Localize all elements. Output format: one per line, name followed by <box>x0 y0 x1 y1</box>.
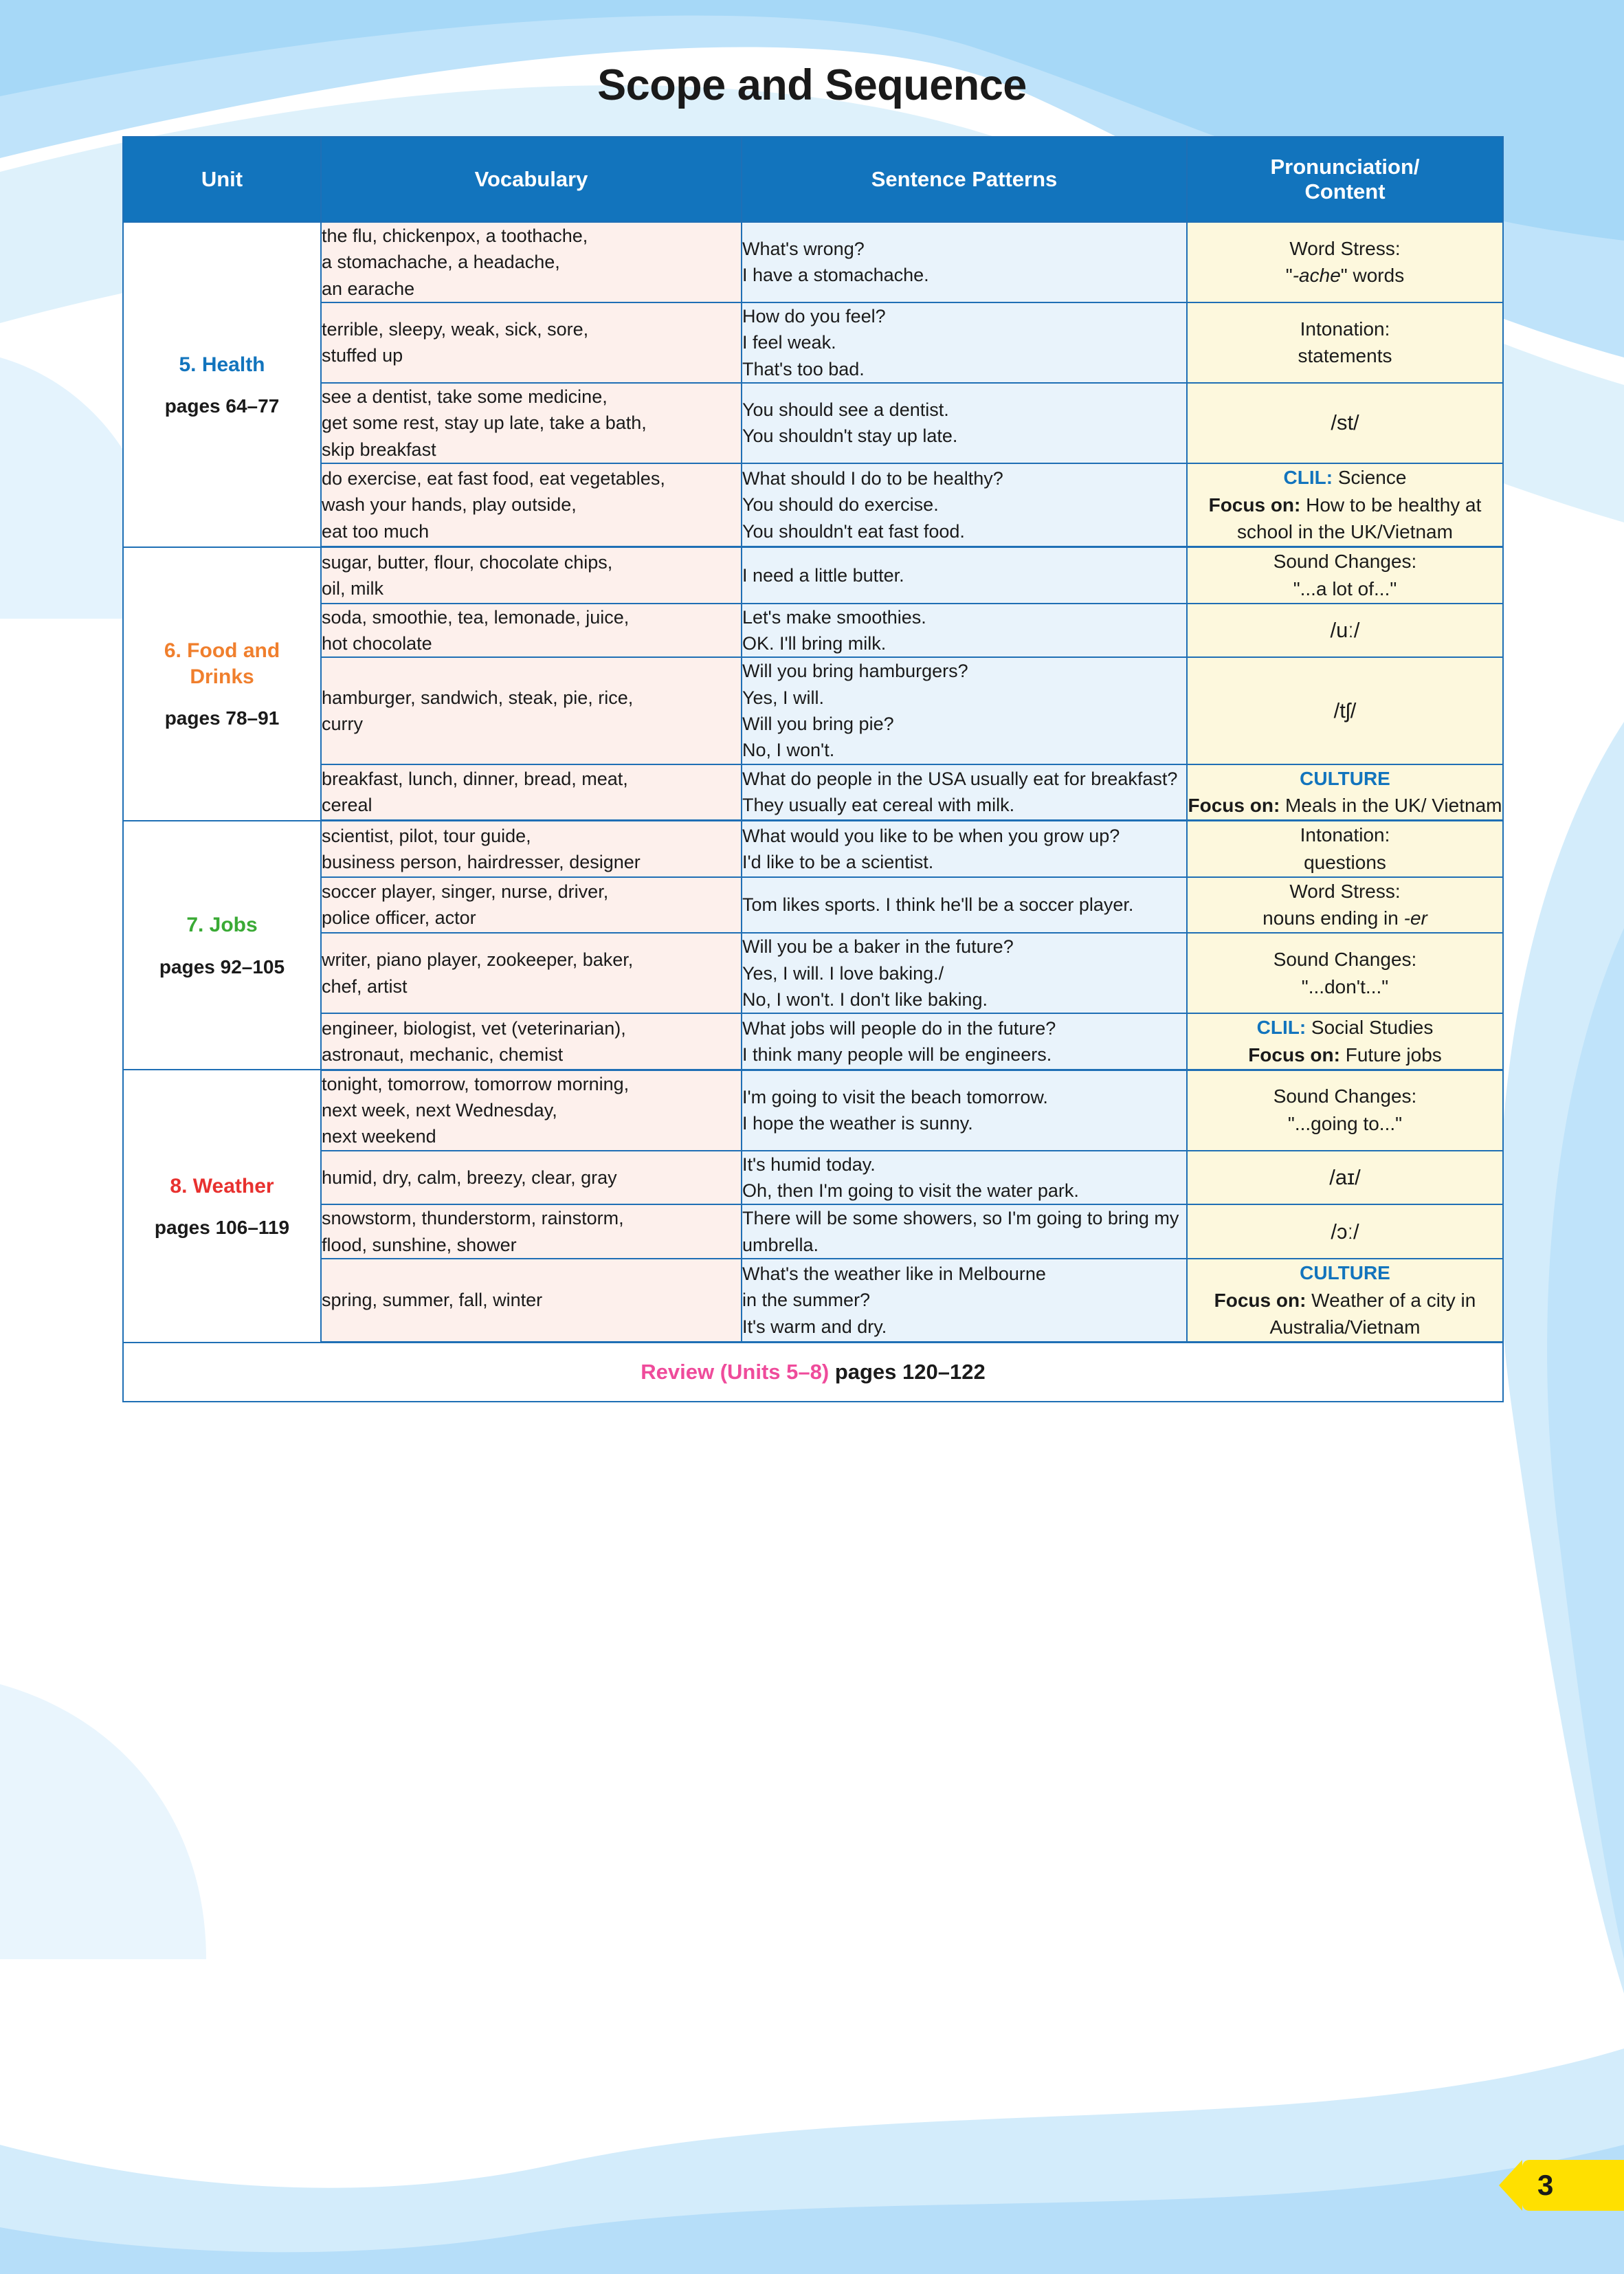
pronunciation-line-2: "-ache" words <box>1285 265 1405 287</box>
vocabulary-cell: engineer, biologist, vet (veterinarian), astronaut, mechanic, chemist <box>321 1013 742 1070</box>
sentence-pattern-cell: Will you bring hamburgers? Yes, I will. Will you bring pie? No, I won't. <box>742 657 1187 764</box>
table-row <box>123 1204 1503 1259</box>
column-header-pronunciation-line1: Pronunciation/ <box>1270 155 1420 179</box>
sentence-pattern-cell: What should I do to be healthy? You should do exercise. You shouldn't eat fast food. <box>742 463 1187 547</box>
pronunciation-line-1: Sound Changes: <box>1273 551 1417 573</box>
vocabulary-cell: spring, summer, fall, winter <box>321 1259 742 1343</box>
pronunciation-line-2: "...going to..." <box>1287 1113 1403 1135</box>
sentence-pattern-cell: What's wrong? I have a stomachache. <box>742 222 1187 302</box>
table-body <box>123 222 1503 1402</box>
vocabulary-cell: scientist, pilot, tour guide, business person, hairdresser, designer <box>321 821 742 877</box>
vocabulary-cell: soccer player, singer, nurse, driver, police officer, actor <box>321 877 742 934</box>
column-header-sentence-patterns: Sentence Patterns <box>742 137 1187 222</box>
pronunciation-line-2: questions <box>1304 851 1386 873</box>
pronunciation-ipa: /aɪ/ <box>1329 1164 1361 1189</box>
table-row <box>123 463 1503 547</box>
pronunciation-cell <box>1187 764 1503 821</box>
table-row <box>123 604 1503 658</box>
culture-label: CULTURE <box>1300 767 1390 789</box>
table-row <box>123 383 1503 463</box>
column-header-pronunciation <box>1187 137 1503 222</box>
pronunciation-line-1: Word Stress: <box>1289 237 1401 259</box>
sentence-pattern-cell: What's the weather like in Melbourne in the summer? It's warm and dry. <box>742 1259 1187 1343</box>
unit-pages: pages 92–105 <box>159 956 285 978</box>
clil-label: CLIL: Social Studies <box>1256 1017 1434 1039</box>
focus-on-label: Focus on: Future jobs <box>1248 1044 1442 1066</box>
review-row <box>123 1343 1503 1402</box>
culture-label: CULTURE <box>1300 1261 1390 1283</box>
table-row <box>123 877 1503 934</box>
vocabulary-cell: snowstorm, thunderstorm, rainstorm, flood, sunshine, shower <box>321 1204 742 1259</box>
unit-pages: pages 78–91 <box>164 707 280 729</box>
pronunciation-ipa: /tʃ/ <box>1333 698 1357 722</box>
pronunciation-cell <box>1187 1259 1503 1343</box>
sentence-pattern-cell: What jobs will people do in the future? I think many people will be engineers. <box>742 1013 1187 1070</box>
pronunciation-line-2: statements <box>1298 345 1392 367</box>
focus-on-label: Focus on: How to be healthy at school in the UK/Vietnam <box>1208 494 1482 543</box>
vocabulary-cell: see a dentist, take some medicine, get some rest, stay up late, take a bath, skip breakfast <box>321 383 742 463</box>
pronunciation-line-1: Sound Changes: <box>1273 948 1417 970</box>
pronunciation-line-2: "...don't..." <box>1301 975 1389 997</box>
focus-on-label: Focus on: Weather of a city in Australia/Vietnam <box>1214 1289 1476 1338</box>
vocabulary-cell: humid, dry, calm, breezy, clear, gray <box>321 1151 742 1205</box>
pronunciation-cell <box>1187 657 1503 764</box>
table-row <box>123 1013 1503 1070</box>
table-row <box>123 302 1503 383</box>
table-header-row <box>123 137 1503 222</box>
sentence-pattern-cell: You should see a dentist. You shouldn't stay up late. <box>742 383 1187 463</box>
page-number: 3 <box>1537 2169 1554 2201</box>
vocabulary-cell: terrible, sleepy, weak, sick, sore, stuffed up <box>321 302 742 383</box>
sentence-pattern-cell: Tom likes sports. I think he'll be a soccer player. <box>742 877 1187 934</box>
table-row <box>123 1070 1503 1150</box>
pronunciation-cell <box>1187 1013 1503 1070</box>
clil-label: CLIL: Science <box>1283 466 1407 488</box>
review-cell <box>123 1343 1503 1402</box>
review-pages: pages 120–122 <box>829 1360 986 1384</box>
pronunciation-ipa: /ɔː/ <box>1331 1219 1359 1244</box>
vocabulary-cell: soda, smoothie, tea, lemonade, juice, hot chocolate <box>321 604 742 658</box>
pronunciation-line-1: Word Stress: <box>1289 880 1401 902</box>
pronunciation-line-1: Intonation: <box>1300 824 1390 846</box>
unit-name: 5. Health <box>179 353 265 376</box>
pronunciation-cell <box>1187 1151 1503 1205</box>
sentence-pattern-cell: Will you be a baker in the future? Yes, I will. I love baking./ No, I won't. I don't like baking. <box>742 933 1187 1013</box>
pronunciation-cell <box>1187 547 1503 604</box>
table-row <box>123 764 1503 821</box>
pronunciation-cell <box>1187 383 1503 463</box>
pronunciation-cell <box>1187 1204 1503 1259</box>
review-title: Review (Units 5–8) <box>641 1360 830 1384</box>
unit-pages: pages 64–77 <box>164 395 280 417</box>
table-row <box>123 821 1503 877</box>
sentence-pattern-cell: I'm going to visit the beach tomorrow. I hope the weather is sunny. <box>742 1070 1187 1150</box>
table-row <box>123 657 1503 764</box>
sentence-pattern-cell: How do you feel? I feel weak. That's too bad. <box>742 302 1187 383</box>
table-row <box>123 1151 1503 1205</box>
table-row <box>123 547 1503 604</box>
pronunciation-cell <box>1187 604 1503 658</box>
vocabulary-cell: tonight, tomorrow, tomorrow morning, next week, next Wednesday, next weekend <box>321 1070 742 1150</box>
pronunciation-cell <box>1187 821 1503 877</box>
vocabulary-cell: breakfast, lunch, dinner, bread, meat, cereal <box>321 764 742 821</box>
table-row <box>123 933 1503 1013</box>
pronunciation-line-1: Intonation: <box>1300 318 1390 340</box>
pronunciation-cell <box>1187 1070 1503 1150</box>
pronunciation-line-2: "...a lot of..." <box>1293 577 1397 599</box>
pronunciation-ipa: /st/ <box>1331 410 1359 435</box>
sentence-pattern-cell: I need a little butter. <box>742 547 1187 604</box>
sentence-pattern-cell: What would you like to be when you grow up? I'd like to be a scientist. <box>742 821 1187 877</box>
unit-cell <box>123 1070 321 1343</box>
pronunciation-cell <box>1187 877 1503 934</box>
unit-cell <box>123 821 321 1070</box>
pronunciation-ipa: /uː/ <box>1330 618 1360 643</box>
unit-cell <box>123 547 321 821</box>
column-header-pronunciation-line2: Content <box>1304 179 1386 203</box>
focus-on-label: Focus on: Meals in the UK/ Vietnam <box>1188 795 1502 817</box>
page-number-tag <box>1522 2160 1624 2211</box>
unit-pages: pages 106–119 <box>154 1217 290 1239</box>
unit-name: 8. Weather <box>170 1174 274 1197</box>
vocabulary-cell: hamburger, sandwich, steak, pie, rice, curry <box>321 657 742 764</box>
pronunciation-cell <box>1187 302 1503 383</box>
pronunciation-cell <box>1187 933 1503 1013</box>
pronunciation-line-1: Sound Changes: <box>1273 1085 1417 1107</box>
table-row <box>123 222 1503 302</box>
vocabulary-cell: sugar, butter, flour, chocolate chips, oil, milk <box>321 547 742 604</box>
page-title: Scope and Sequence <box>597 61 1027 109</box>
table-row <box>123 1259 1503 1343</box>
scope-and-sequence-table <box>122 136 1502 1402</box>
unit-cell <box>123 222 321 547</box>
column-header-vocabulary: Vocabulary <box>321 137 742 222</box>
sentence-pattern-cell: There will be some showers, so I'm going to bring my umbrella. <box>742 1204 1187 1259</box>
pronunciation-line-2: nouns ending in -er <box>1263 907 1427 929</box>
column-header-unit: Unit <box>123 137 321 222</box>
unit-name: 6. Food and Drinks <box>164 639 280 688</box>
pronunciation-cell <box>1187 463 1503 547</box>
sentence-pattern-cell: What do people in the USA usually eat for breakfast? They usually eat cereal with milk. <box>742 764 1187 821</box>
vocabulary-cell: writer, piano player, zookeeper, baker, chef, artist <box>321 933 742 1013</box>
vocabulary-cell: the flu, chickenpox, a toothache, a stomachache, a headache, an earache <box>321 222 742 302</box>
vocabulary-cell: do exercise, eat fast food, eat vegetables, wash your hands, play outside, eat too much <box>321 463 742 547</box>
sentence-pattern-cell: It's humid today. Oh, then I'm going to visit the water park. <box>742 1151 1187 1205</box>
pronunciation-cell <box>1187 222 1503 302</box>
unit-name: 7. Jobs <box>186 914 258 937</box>
sentence-pattern-cell: Let's make smoothies. OK. I'll bring milk. <box>742 604 1187 658</box>
